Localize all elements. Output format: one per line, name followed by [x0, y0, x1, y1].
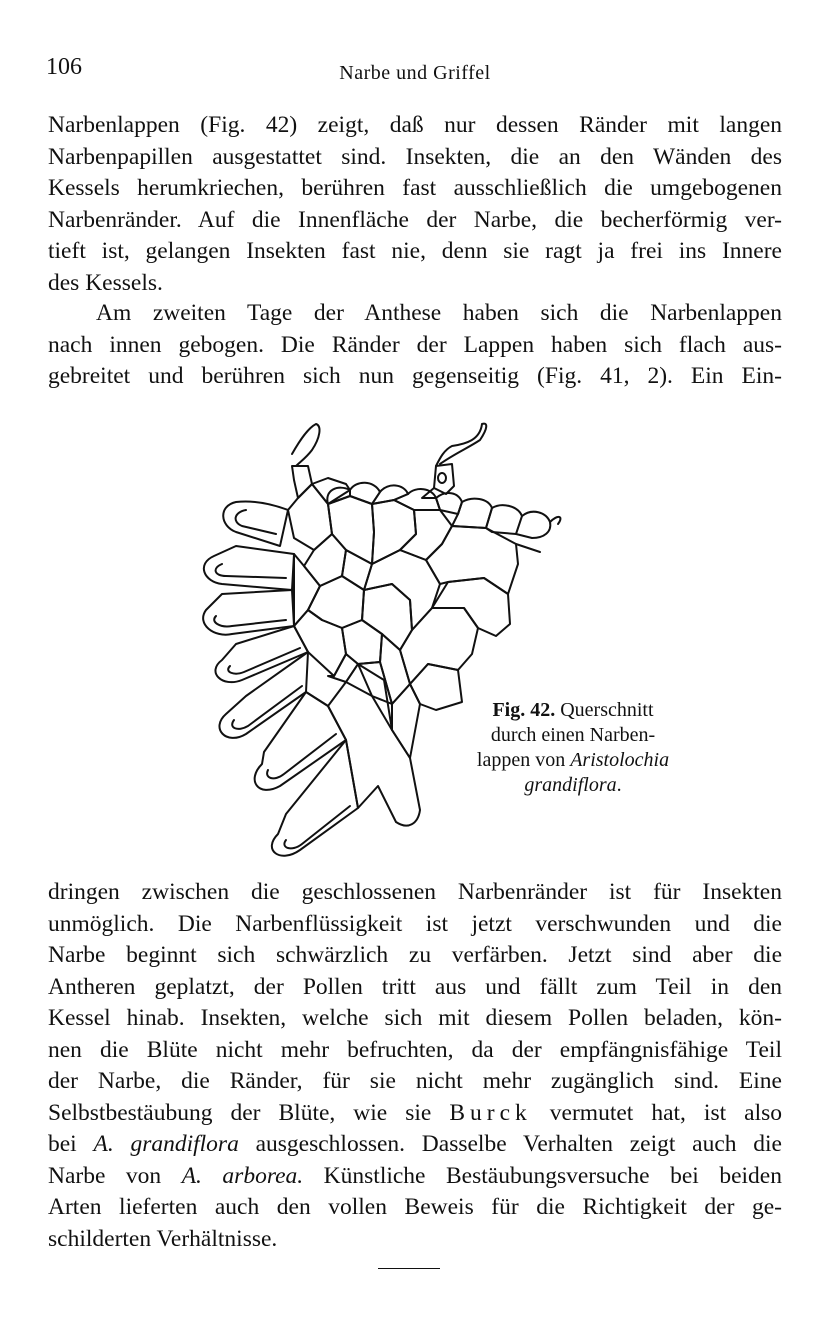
caption-text: lappen von	[476, 749, 571, 771]
text-run: Narbe von	[48, 1162, 182, 1189]
text-line: unmöglich. Die Narbenflüssigkeit ist jetzt verschwunden und die	[48, 910, 782, 937]
caption-text: durch einen Narben-	[490, 724, 656, 746]
caption-text: Querschnitt	[555, 699, 654, 721]
text-line: schilderten Verhältnisse.	[48, 1225, 278, 1252]
text-run: ausgeschlossen. Dasselbe Verhalten zeigt auch die	[238, 1131, 782, 1157]
text-line: nach innen gebogen. Die Ränder der Lappen haben sich flach aus-	[48, 331, 782, 358]
figure-caption	[448, 698, 698, 798]
text-line: Arten lieferten auch den vollen Beweis für die Richtigkeit der ge-	[48, 1194, 782, 1220]
text-line	[48, 1161, 782, 1193]
text-line: nen die Blüte nicht mehr befruchten, da der empfängnisfähige Teil	[48, 1036, 782, 1063]
text-line: Narbe beginnt sich schwärzlich zu verfärben. Jetzt sind aber die	[48, 942, 782, 968]
species-name: grandiflora	[524, 774, 617, 796]
paragraph-2	[48, 298, 782, 393]
species-name: A. arborea.	[181, 1162, 304, 1189]
running-head: Narbe und Griffel	[339, 62, 491, 84]
text-line: Kessel hinab. Insekten, welche sich mit diesem Pollen beladen, kön-	[48, 1005, 782, 1031]
text-line: Antheren geplatzt, der Pollen tritt aus und fällt zum Teil in den	[48, 973, 782, 1000]
paragraph-1	[48, 110, 782, 299]
text-line: tieft ist, gelangen Insekten fast nie, denn sie ragt ja frei ins Innere	[48, 238, 782, 264]
text-run: Künstliche Bestäubungsversuche bei beiden	[303, 1162, 782, 1189]
text-line: des Kessels.	[48, 269, 163, 296]
page-number: 106	[46, 54, 82, 80]
text-line: dringen zwischen die geschlossenen Narbenränder ist für Insekten	[48, 879, 782, 905]
text-line: Am zweiten Tage der Anthese haben sich die Narbenlappen	[96, 300, 782, 326]
text-line: Narbenpapillen ausgestattet sind. Insekten, die an den Wänden des	[48, 143, 782, 170]
text-line: Kessels herumkriechen, berühren fast ausschließlich die umgebogenen	[48, 175, 782, 201]
figure-label: Fig. 42.	[492, 699, 556, 721]
species-name: A. grandiflora	[93, 1131, 239, 1157]
section-end-rule	[378, 1268, 440, 1269]
text-run: vermutet hat, ist also	[531, 1099, 782, 1126]
species-name: Aristolochia	[570, 749, 670, 771]
paragraph-3	[48, 877, 782, 1255]
author-name: Burck	[449, 1099, 532, 1126]
text-line: gebreitet und berühren sich nun gegenseitig (Fig. 41, 2). Ein Ein-	[48, 363, 782, 389]
text-line: der Narbe, die Ränder, für sie nicht mehr zugänglich sind. Eine	[48, 1068, 782, 1094]
text-line	[48, 1098, 782, 1130]
text-run: Selbstbestäubung der Blüte, wie sie	[48, 1099, 450, 1126]
text-line: Narbenränder. Auf die Innenfläche der Narbe, die becherförmig ver-	[48, 206, 782, 233]
text-line	[48, 1129, 782, 1161]
text-run: bei	[48, 1131, 94, 1157]
text-line: Narbenlappen (Fig. 42) zeigt, daß nur dessen Ränder mit langen	[48, 112, 782, 138]
caption-text: .	[616, 774, 622, 796]
